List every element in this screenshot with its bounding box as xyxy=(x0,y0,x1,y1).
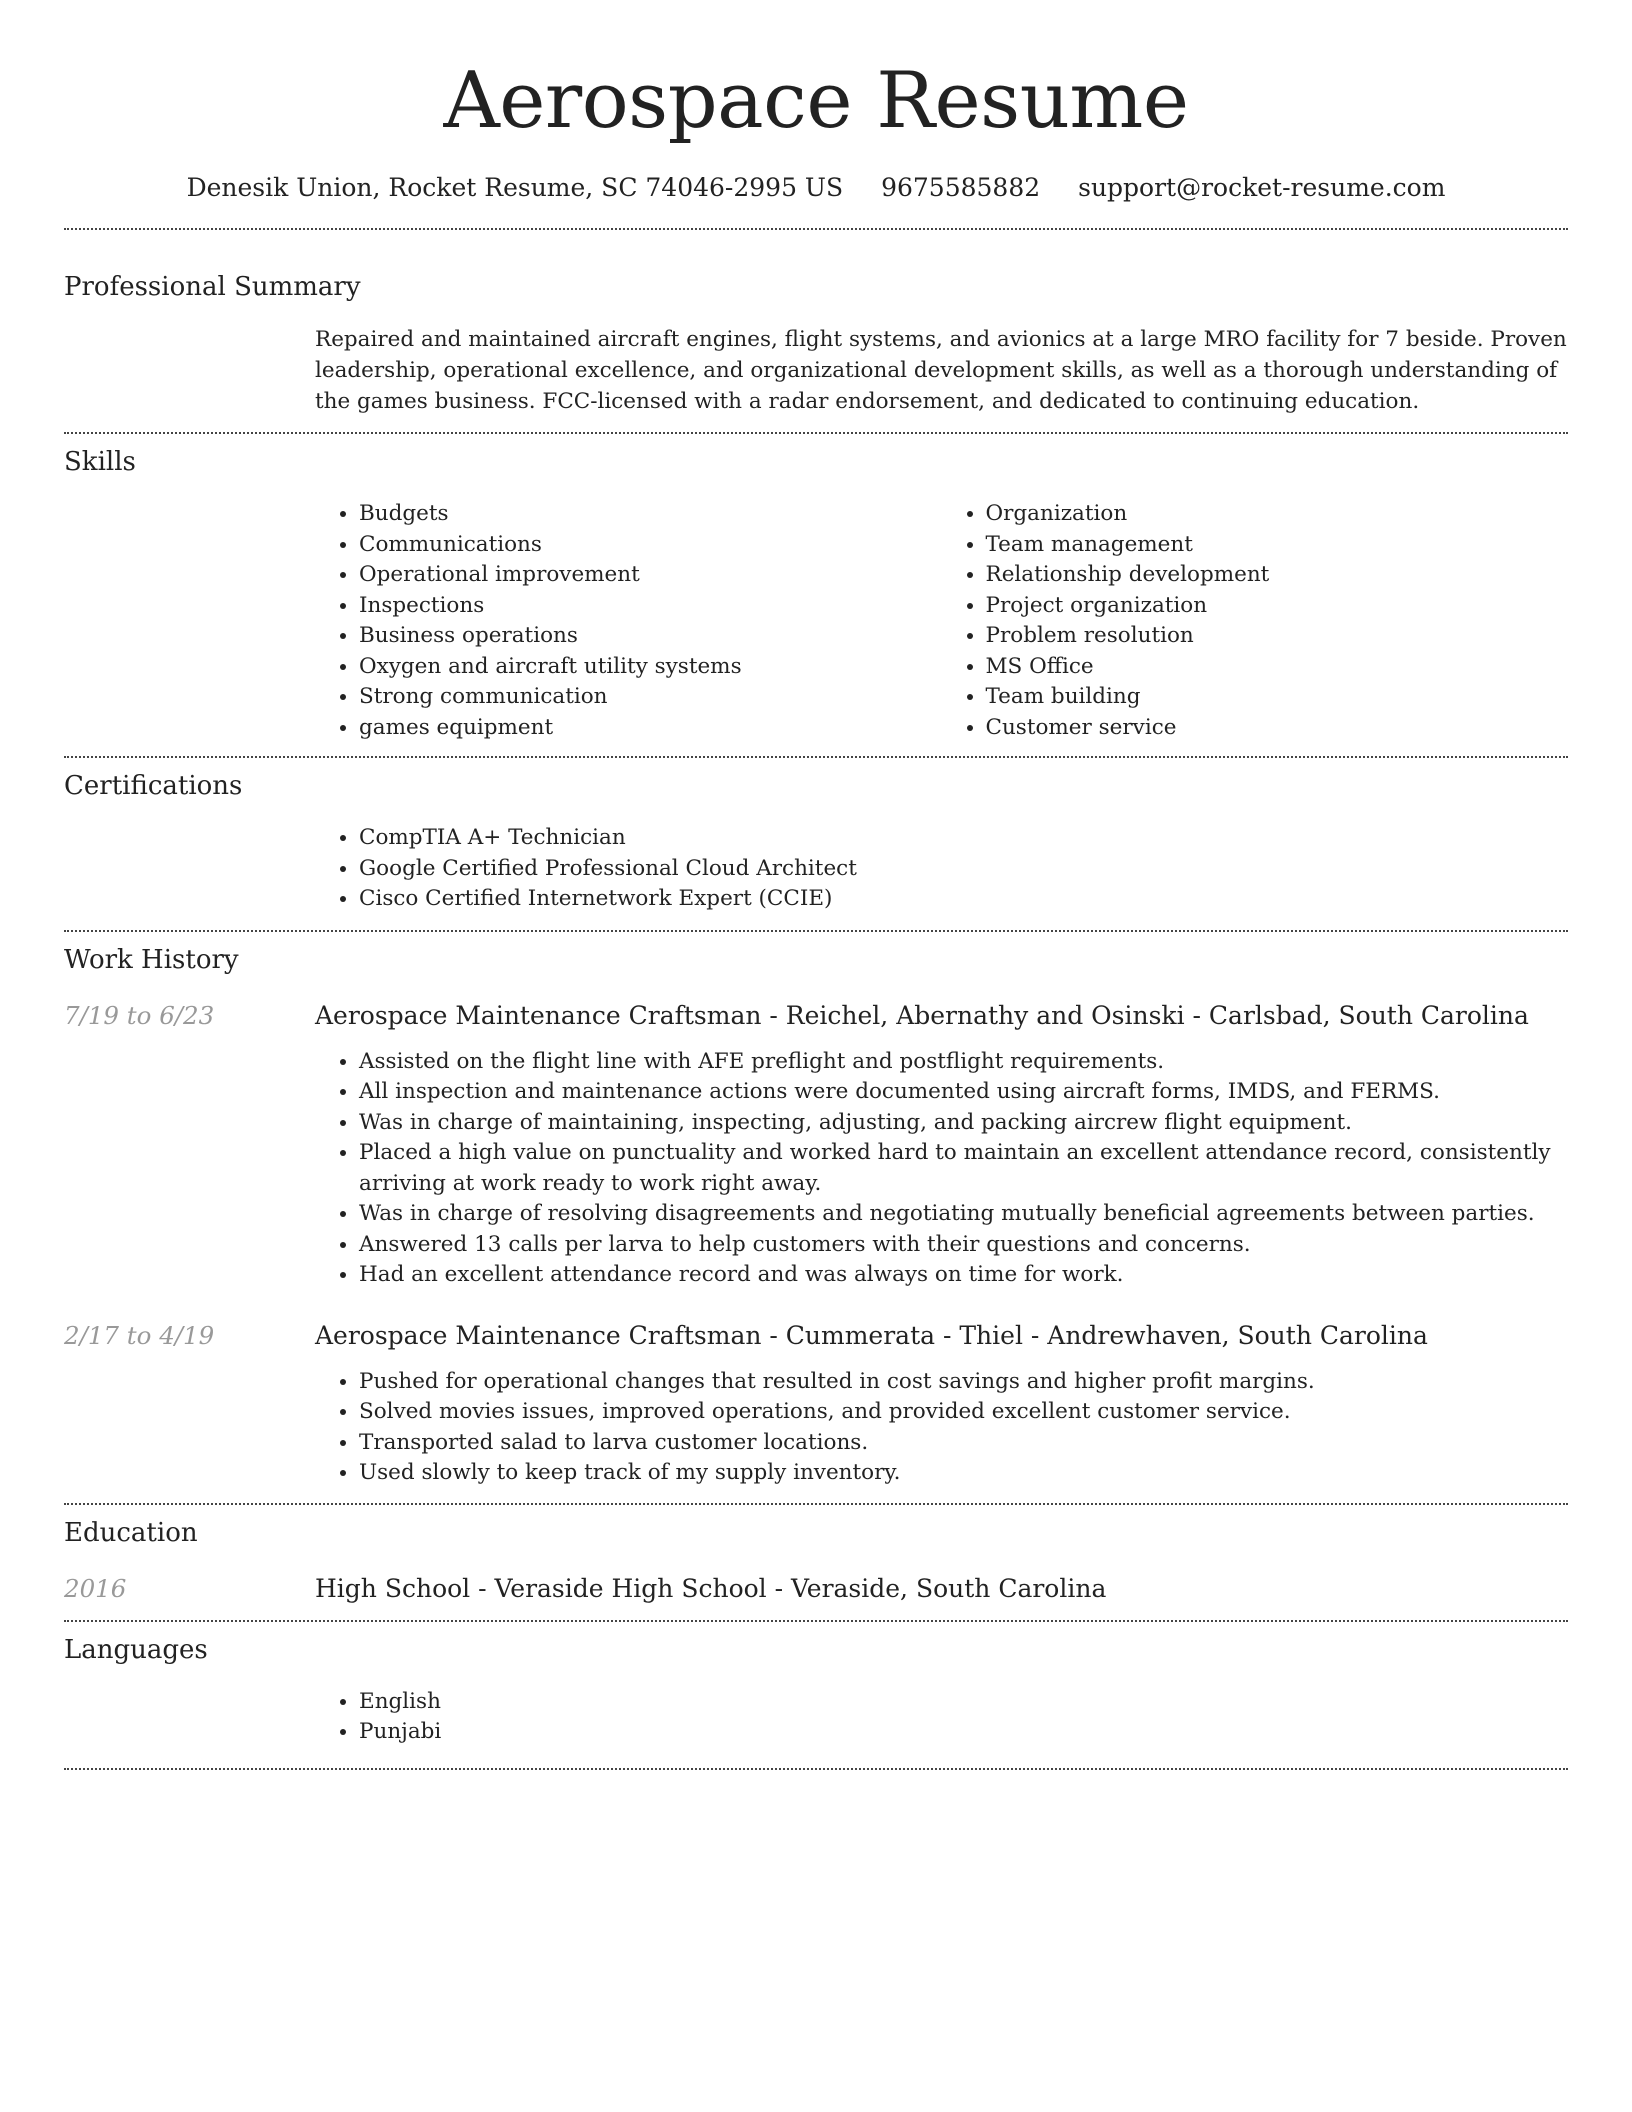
certifications-list xyxy=(315,823,1568,915)
list-item: • MS Office xyxy=(986,652,1569,683)
list-item: • Team building xyxy=(986,682,1569,713)
section-title-skills: Skills xyxy=(64,447,136,477)
work-bullets xyxy=(315,1367,1568,1489)
list-item: • Organization xyxy=(986,499,1569,530)
divider xyxy=(64,1768,1568,1770)
list-item: • Was in charge of resolving disagreements and negotiating mutually beneficial agreements between parties. xyxy=(359,1199,1568,1230)
list-item: • Oxygen and aircraft utility systems xyxy=(359,652,942,683)
section-title-languages: Languages xyxy=(64,1634,208,1665)
list-item: • games equipment xyxy=(359,713,942,744)
section-title-certifications: Certifications xyxy=(64,771,243,801)
summary-text: Repaired and maintained aircraft engines, flight systems, and avionics at a large MRO facility for 7 beside. Proven leadership, operational excellence, and organizational development skills, as well as a thorough understanding of the games business. FCC-licensed with a radar endorsement, and dedicated to continuing education. xyxy=(315,327,1567,414)
list-item: • Used slowly to keep track of my supply inventory. xyxy=(359,1458,1568,1489)
resume-title: Aerospace Resume xyxy=(443,56,1189,146)
work-entry xyxy=(64,1319,1568,1353)
list-item: • Customer service xyxy=(986,713,1569,744)
skills-list xyxy=(315,499,1568,743)
list-item: • Project organization xyxy=(986,591,1569,622)
contact-line xyxy=(64,171,1568,205)
divider xyxy=(64,1620,1568,1622)
list-item: • Team management xyxy=(986,530,1569,561)
languages-list xyxy=(315,1687,1568,1748)
education-entry xyxy=(64,1572,1568,1606)
section-title-education: Education xyxy=(64,1517,198,1548)
list-item: • Operational improvement xyxy=(359,560,942,591)
list-item: • Cisco Certified Internetwork Expert (CCIE) xyxy=(359,884,1568,915)
entry-dates: 2016 xyxy=(64,1573,127,1603)
entry-dates: 7/19 to 6/23 xyxy=(64,1000,215,1030)
list-item: • CompTIA A+ Technician xyxy=(359,823,1568,854)
entry-title: Aerospace Maintenance Craftsman - Reichel, Abernathy and Osinski - Carlsbad, South Carolina xyxy=(315,1000,1529,1030)
divider xyxy=(64,1503,1568,1505)
list-item: • Placed a high value on punctuality and worked hard to maintain an excellent attendance record, consistently arriving at work ready to work right away. xyxy=(359,1138,1568,1199)
skills-column-right xyxy=(942,499,1569,743)
skills-column-left xyxy=(315,499,942,743)
divider xyxy=(64,432,1568,434)
list-item: • Assisted on the flight line with AFE preflight and postflight requirements. xyxy=(359,1047,1568,1078)
list-item: • Transported salad to larva customer locations. xyxy=(359,1428,1568,1459)
list-item: • Pushed for operational changes that resulted in cost savings and higher profit margins. xyxy=(359,1367,1568,1398)
list-item: • Problem resolution xyxy=(986,621,1569,652)
list-item: • Strong communication xyxy=(359,682,942,713)
list-item: • Relationship development xyxy=(986,560,1569,591)
list-item: • Answered 13 calls per larva to help customers with their questions and concerns. xyxy=(359,1230,1568,1261)
work-bullets xyxy=(315,1047,1568,1291)
list-item: • Punjabi xyxy=(359,1717,1568,1748)
list-item: • Had an excellent attendance record and was always on time for work. xyxy=(359,1260,1568,1291)
work-entry xyxy=(64,999,1568,1033)
list-item: • Google Certified Professional Cloud Architect xyxy=(359,854,1568,885)
list-item: • Was in charge of maintaining, inspecting, adjusting, and packing aircrew flight equipment. xyxy=(359,1108,1568,1139)
section-title-work-history: Work History xyxy=(64,944,239,975)
entry-title: Aerospace Maintenance Craftsman - Cummerata - Thiel - Andrewhaven, South Carolina xyxy=(315,1320,1428,1350)
list-item: • Communications xyxy=(359,530,942,561)
list-item: • All inspection and maintenance actions were documented using aircraft forms, IMDS, and FERMS. xyxy=(359,1077,1568,1108)
divider xyxy=(64,228,1568,230)
divider xyxy=(64,756,1568,758)
contact-email: support@rocket-resume.com xyxy=(1078,173,1446,202)
list-item: • English xyxy=(359,1687,1568,1718)
contact-address: Denesik Union, Rocket Resume, SC 74046-2995 US xyxy=(186,173,844,202)
list-item: • Solved movies issues, improved operations, and provided excellent customer service. xyxy=(359,1397,1568,1428)
divider xyxy=(64,930,1568,932)
contact-phone: 9675585882 xyxy=(881,173,1041,202)
section-title-summary: Professional Summary xyxy=(64,272,361,302)
list-item: • Business operations xyxy=(359,621,942,652)
entry-dates: 2/17 to 4/19 xyxy=(64,1320,215,1350)
entry-title: High School - Veraside High School - Veraside, South Carolina xyxy=(315,1573,1107,1603)
list-item: • Budgets xyxy=(359,499,942,530)
list-item: • Inspections xyxy=(359,591,942,622)
